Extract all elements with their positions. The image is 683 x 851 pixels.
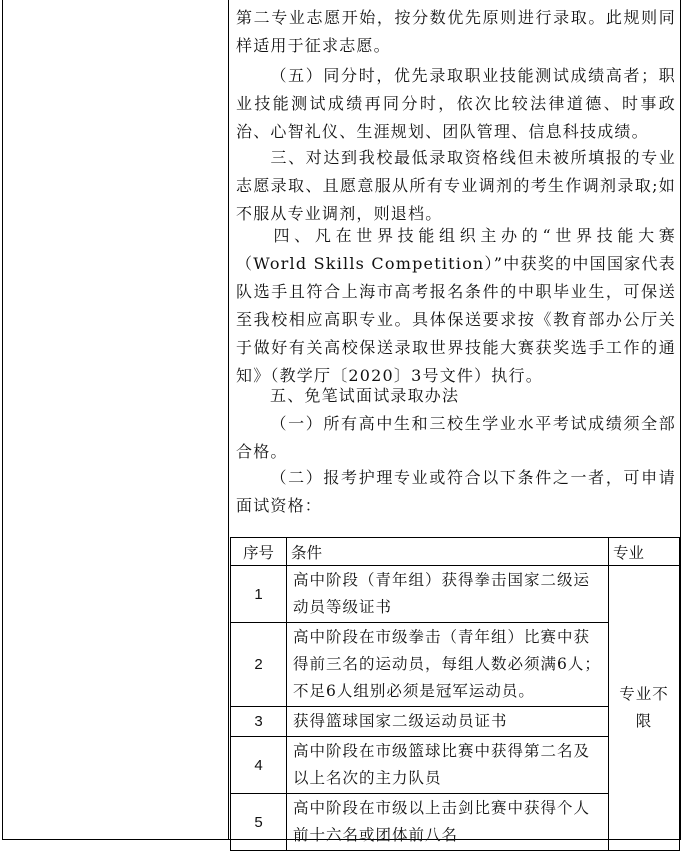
row-condition: 高中阶段在市级拳击（青年组）比赛中获得前三名的运动员，每组人数必须满6人；不足6人组别必须是冠军运动员。 (287, 623, 609, 707)
paragraph-continuation: 第二专业志愿开始，按分数优先原则进行录取。此规则同样适用于征求志愿。 (236, 8, 676, 55)
row-num: 1 (231, 566, 287, 623)
paragraph-tie-rule: （五）同分时，优先录取职业技能测试成绩高者；职业技能测试成绩再同分时，依次比较法律道德、时事政治、心智礼仪、生涯规划、团队管理、信息科技成绩。 (236, 66, 676, 141)
table-header-row (231, 538, 680, 566)
paragraph-adjustment: 三、对达到我校最低录取资格线但未被所填报的专业志愿录取、且愿意服从所有专业调剂的考生作调剂录取;如不服从专业调剂，则退档。 (236, 148, 676, 223)
row-num: 5 (231, 794, 287, 851)
conditions-table (230, 537, 680, 851)
row-num: 3 (231, 707, 287, 737)
row-num: 4 (231, 737, 287, 794)
row-condition: 高中阶段（青年组）获得拳击国家二级运动员等级证书 (287, 566, 609, 623)
left-column (2, 0, 229, 840)
header-major: 专业 (609, 538, 680, 566)
row-condition: 高中阶段在市级以上击剑比赛中获得个人前十六名或团体前八名 (287, 794, 609, 851)
major-cell: 专业不限 (609, 566, 680, 851)
header-num: 序号 (231, 538, 287, 566)
section-heading: 五、免笔试面试录取办法 (270, 386, 460, 405)
table-row (231, 566, 680, 623)
row-condition: 高中阶段在市级篮球比赛中获得第二名及以上名次的主力队员 (287, 737, 609, 794)
paragraph-requirement-1: （一）所有高中生和三校生学业水平考试成绩须全部合格。 (236, 414, 676, 461)
content-cell (230, 0, 678, 844)
row-condition: 获得篮球国家二级运动员证书 (287, 707, 609, 737)
row-num: 2 (231, 623, 287, 707)
header-condition: 条件 (287, 538, 609, 566)
paragraph-world-skills: 四、凡在世界技能组织主办的“世界技能大赛（World Skills Competition）”中获奖的中国国家代表队选手且符合上海市高考报名条件的中职毕业生，可保送至我校相应高职专业。具体保送要求按《教育部办公厅关于做好有关高校保送录取世界技能大赛获奖选手工作的通知》（教学厅〔2020〕3号文件）执行。 (236, 226, 676, 385)
paragraph-requirement-2: （二）报考护理专业或符合以下条件之一者，可申请面试资格： (236, 468, 676, 515)
